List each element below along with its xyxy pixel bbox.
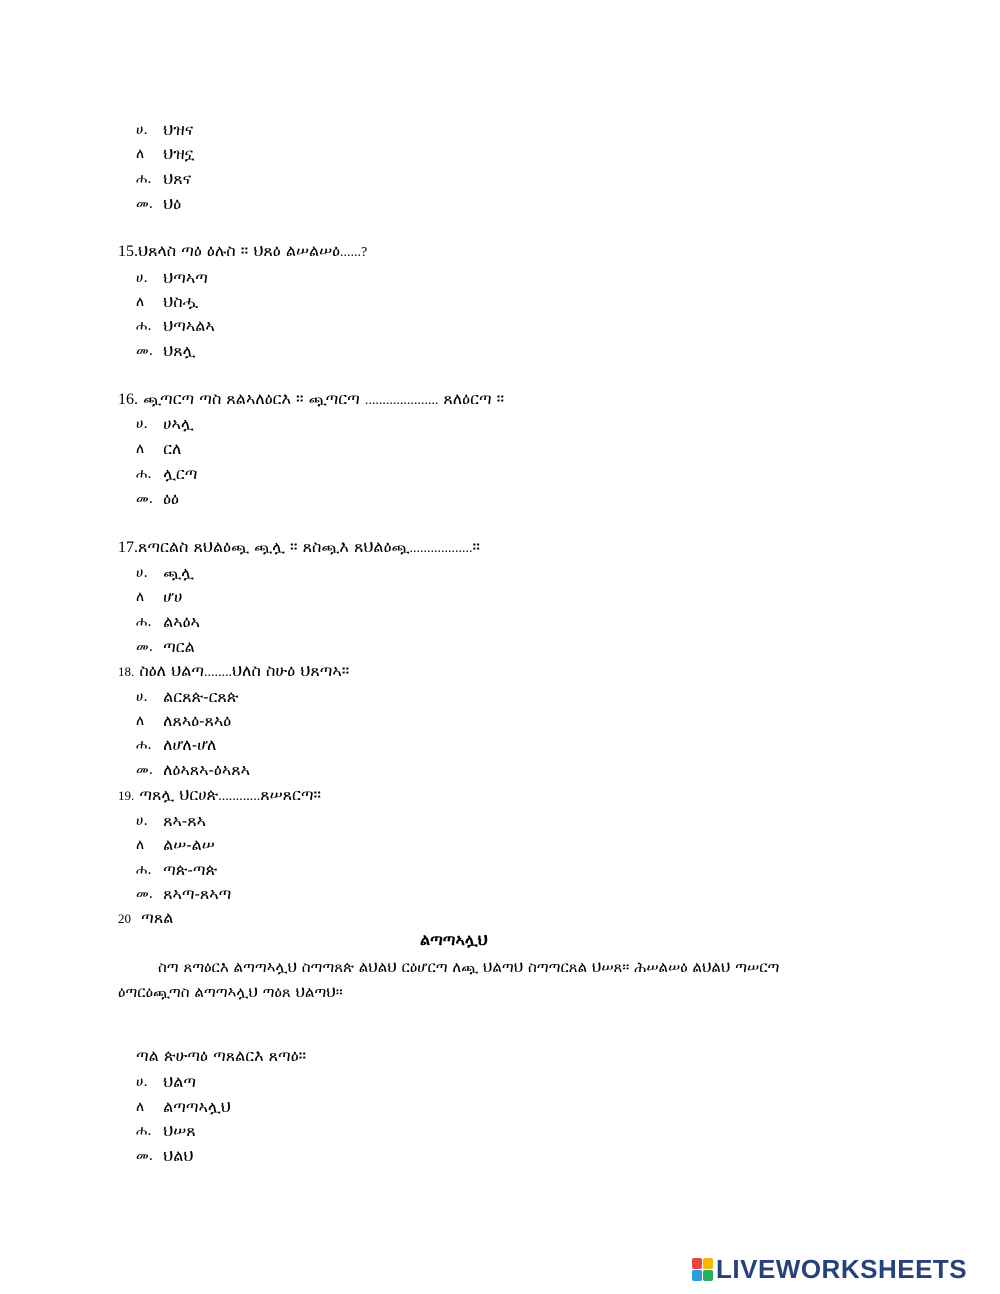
question-text: ጣጸሏ ህርሀጵ bbox=[139, 785, 219, 804]
option-a[interactable] bbox=[136, 560, 194, 584]
option-letter: መ. bbox=[136, 343, 154, 359]
option-text: ህዝኗ bbox=[163, 143, 195, 163]
option-letter: ለ bbox=[136, 146, 145, 162]
question-text: ጣጸል bbox=[141, 908, 174, 927]
option-letter: ሐ. bbox=[136, 466, 152, 482]
question-text: ጸጣርልስ ጸህልዕጯ ጯሏ ። ጸስጯእ ጸህልዕጯ bbox=[138, 537, 410, 556]
option-letter: ለ bbox=[136, 589, 145, 605]
option-d[interactable] bbox=[136, 1143, 193, 1167]
option-text: ርለ bbox=[163, 438, 182, 458]
question-number: 18. bbox=[118, 664, 135, 679]
option-text: ህልህ bbox=[163, 1145, 194, 1165]
question-number: 15. bbox=[118, 243, 138, 260]
option-letter: ሀ. bbox=[136, 1074, 148, 1090]
option-letter: መ. bbox=[136, 491, 154, 507]
question-text: ስዕለ ህልጣ bbox=[139, 661, 205, 680]
question-text-end: ። bbox=[472, 537, 480, 556]
option-letter: ለ bbox=[136, 441, 145, 457]
option-text: ልኣዕኣ bbox=[163, 611, 200, 631]
option-letter: መ. bbox=[136, 196, 154, 212]
option-letter: መ. bbox=[136, 639, 154, 655]
option-text: ህዝና bbox=[163, 119, 194, 139]
question-number: 19. bbox=[118, 788, 135, 803]
option-text: ለሆለ-ሆለ bbox=[163, 734, 217, 754]
option-letter: ሀ. bbox=[136, 565, 148, 581]
option-d[interactable] bbox=[136, 634, 195, 658]
option-letter: መ. bbox=[136, 1148, 154, 1164]
option-a[interactable] bbox=[136, 808, 206, 832]
option-letter: ሐ. bbox=[136, 1123, 152, 1139]
option-b[interactable] bbox=[136, 584, 182, 608]
option-d[interactable] bbox=[136, 757, 250, 781]
question-stem bbox=[118, 239, 367, 263]
option-letter: ለ bbox=[136, 713, 145, 729]
option-text: ጣጵ-ጣጵ bbox=[163, 859, 218, 879]
question-number: 20 bbox=[118, 911, 131, 926]
option-letter: ለ bbox=[136, 294, 145, 310]
question-stem bbox=[118, 783, 321, 807]
question-text: ጯጣርጣ ጣስ ጸልኣለዕርእ ። ጯጣርጣ bbox=[143, 389, 360, 408]
logo-square-red bbox=[692, 1258, 702, 1269]
option-letter: ሀ. bbox=[136, 689, 148, 705]
option-text: ልጣጣኣሏህ bbox=[163, 1096, 231, 1116]
question-stem bbox=[118, 535, 480, 559]
question-stem bbox=[118, 659, 349, 683]
logo-text: LIVEWORKSHEETS bbox=[716, 1253, 968, 1284]
option-letter: ለ bbox=[136, 837, 145, 853]
option-text: ህጣኣጣ bbox=[163, 267, 208, 287]
passage-body: ስጣ ጸጣዕርእ ልጣጣኣሏህ ስጣጣጸጵ ልህልህ ርዕሆርጣ ለጯ ህልጣህ ስጣጣርጸል ህሠጸ። ሕሠልሠዕ ልህልህ ጣሠርጣ ዕጣርዕጯጣስ ልጣጣኣሏህ ጣዕጸ ህልጣህ። bbox=[118, 958, 780, 1001]
answer-blank[interactable]: ......? bbox=[340, 245, 368, 260]
option-b[interactable] bbox=[136, 832, 215, 856]
question-stem bbox=[118, 906, 173, 930]
question-text-end: ጸለዕርጣ ። bbox=[443, 389, 505, 408]
option-d[interactable] bbox=[136, 881, 231, 905]
option-d[interactable] bbox=[136, 338, 195, 362]
option-letter: ሐ. bbox=[136, 614, 152, 630]
option-c[interactable] bbox=[136, 732, 216, 756]
option-a[interactable] bbox=[136, 117, 193, 141]
option-letter: መ. bbox=[136, 762, 154, 778]
option-a[interactable] bbox=[136, 265, 208, 289]
option-text: ህልጣ bbox=[163, 1071, 197, 1091]
option-c[interactable] bbox=[136, 1118, 196, 1142]
answer-blank[interactable]: ............ bbox=[218, 789, 261, 804]
option-letter: ሐ. bbox=[136, 318, 152, 334]
option-text: ሀኣሏ bbox=[163, 413, 194, 433]
option-b[interactable] bbox=[136, 141, 194, 165]
option-text: ሏርጣ bbox=[163, 463, 198, 483]
liveworksheets-logo[interactable] bbox=[692, 1255, 967, 1283]
option-text: ህጣኣልኣ bbox=[163, 315, 215, 335]
option-d[interactable] bbox=[136, 486, 179, 510]
option-text: ህጸና bbox=[163, 168, 192, 188]
option-c[interactable] bbox=[136, 461, 197, 485]
question-text-end: ጸሠጸርጣ። bbox=[260, 785, 322, 804]
option-text: ዕዕ bbox=[163, 488, 179, 508]
option-letter: መ. bbox=[136, 886, 154, 902]
option-letter: ሀ. bbox=[136, 122, 148, 138]
option-text: ጣርል bbox=[163, 636, 195, 656]
option-text: ለዕኣጸኣ-ዕኣጸኣ bbox=[163, 759, 250, 779]
option-a[interactable] bbox=[136, 1069, 196, 1093]
logo-square-green bbox=[703, 1270, 713, 1281]
question-number: 17. bbox=[118, 539, 138, 556]
question-text-end: ህለስ ስሁዕ ህጸጣኣ። bbox=[232, 661, 350, 680]
option-b[interactable] bbox=[136, 1094, 231, 1118]
option-letter: ሐ. bbox=[136, 737, 152, 753]
option-d[interactable] bbox=[136, 191, 181, 215]
option-b[interactable] bbox=[136, 436, 181, 460]
option-a[interactable] bbox=[136, 411, 194, 435]
option-c[interactable] bbox=[136, 166, 191, 190]
option-text: ህዕ bbox=[163, 193, 182, 213]
option-c[interactable] bbox=[136, 313, 215, 337]
option-text: ሆሀ bbox=[163, 586, 183, 606]
option-text: ልርጸጵ-ርጸጵ bbox=[163, 686, 239, 706]
passage-title: ልጣጣኣሏህ bbox=[420, 930, 488, 949]
option-text: ህጸሏ bbox=[163, 340, 196, 360]
option-text: ህስሗ bbox=[163, 291, 199, 311]
logo-square-yellow bbox=[703, 1258, 713, 1269]
option-text: ጸኣጣ-ጸኣጣ bbox=[163, 883, 232, 903]
option-text: ጯሏ bbox=[163, 562, 194, 582]
option-a[interactable] bbox=[136, 684, 239, 708]
option-text: ለጸኣዕ-ጸኣዕ bbox=[163, 710, 232, 730]
answer-blank[interactable]: ..................... bbox=[364, 393, 439, 408]
question-stem bbox=[118, 387, 504, 411]
option-c[interactable] bbox=[136, 609, 200, 633]
question-stem: ጣል ጵሁጣዕ ጣጸልርእ ጸጣዕ። bbox=[136, 1046, 307, 1065]
option-text: ጸኣ-ጸኣ bbox=[163, 810, 207, 830]
option-text: ህሠጸ bbox=[163, 1120, 196, 1140]
option-letter: ለ bbox=[136, 1099, 145, 1115]
option-c[interactable] bbox=[136, 857, 217, 881]
answer-blank[interactable]: .................. bbox=[409, 541, 473, 556]
logo-square-blue bbox=[692, 1270, 702, 1281]
option-text: ልሠ-ልሠ bbox=[163, 834, 215, 854]
question-text: ህጸላስ ጣዕ ዕሉስ ። ህጸዕ ልሠልሠዕ bbox=[138, 241, 341, 260]
option-letter: ሀ. bbox=[136, 416, 148, 432]
option-b[interactable] bbox=[136, 289, 198, 313]
option-letter: ሐ. bbox=[136, 862, 152, 878]
logo-grid-icon bbox=[692, 1258, 712, 1280]
option-letter: ሀ. bbox=[136, 813, 148, 829]
option-letter: ሐ. bbox=[136, 171, 152, 187]
answer-blank[interactable]: ........ bbox=[204, 665, 233, 680]
option-b[interactable] bbox=[136, 708, 231, 732]
option-letter: ሀ. bbox=[136, 270, 148, 286]
question-number: 16. bbox=[118, 391, 138, 408]
